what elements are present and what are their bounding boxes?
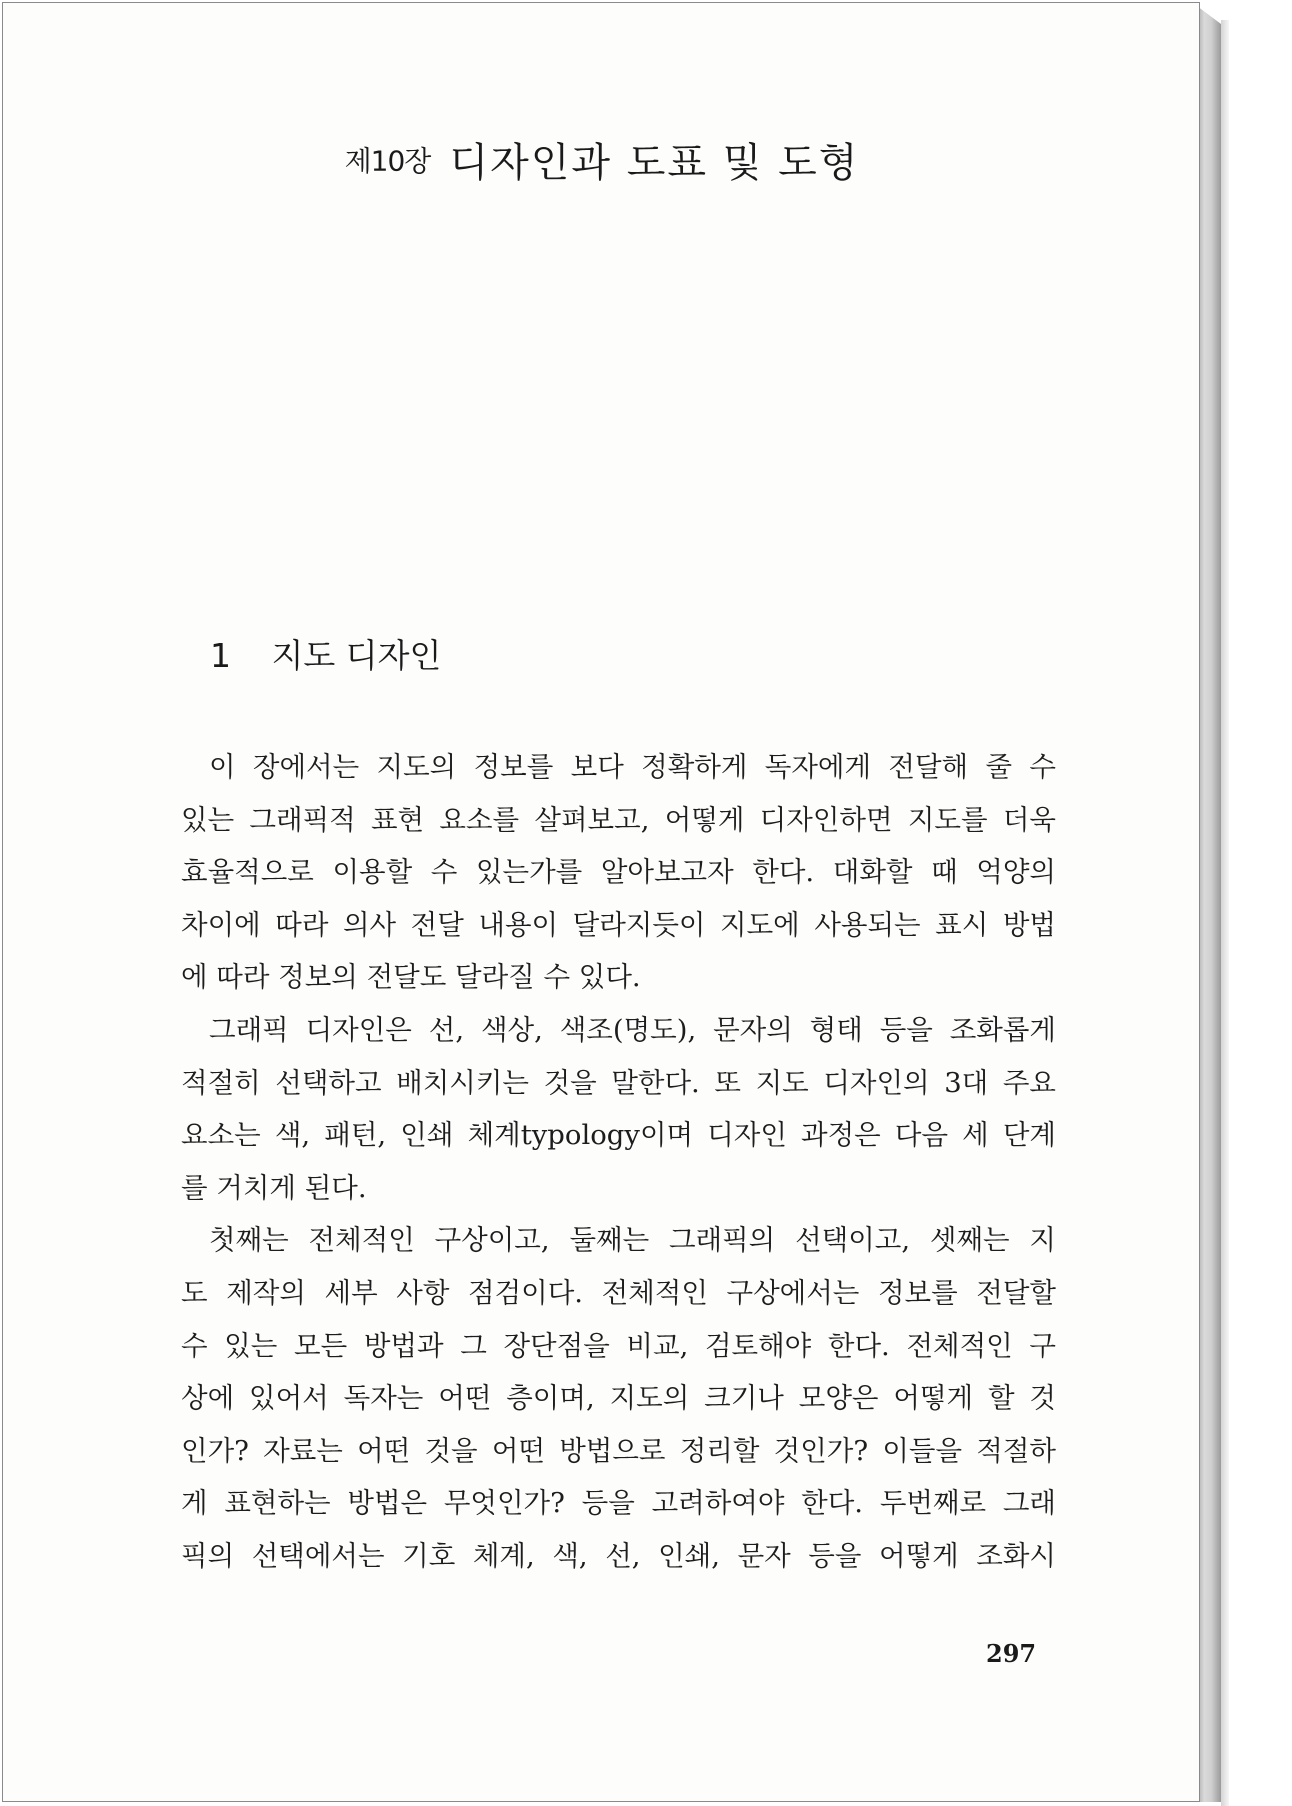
body-line: 있는 그래픽적 표현 요소를 살펴보고, 어떻게 디자인하면 지도를 더욱 — [181, 803, 1056, 836]
chapter-number: 제10장 — [344, 144, 431, 178]
body-line: 상에 있어서 독자는 어떤 층이며, 지도의 크기나 모양은 어떻게 할 것 — [181, 1382, 1056, 1415]
body-text — [181, 741, 1056, 1583]
body-line: 를 거치게 된다. — [181, 1171, 367, 1204]
section-title: 지도 디자인 — [271, 636, 442, 675]
body-line: 적절히 선택하고 배치시키는 것을 말한다. 또 지도 디자인의 3대 주요 — [181, 1066, 1056, 1099]
body-line: 도 제작의 세부 사항 점검이다. 전체적인 구상에서는 정보를 전달할 — [181, 1276, 1056, 1309]
body-line: 차이에 따라 의사 전달 내용이 달라지듯이 지도에 사용되는 표시 방법 — [181, 908, 1056, 941]
body-line: 인가? 자료는 어떤 것을 어떤 방법으로 정리할 것인가? 이들을 적절하 — [181, 1434, 1056, 1467]
body-line: 요소는 색, 패턴, 인쇄 체계typology이며 디자인 과정은 다음 세 단계 — [181, 1119, 1056, 1152]
book-page — [2, 2, 1200, 1802]
body-line: 에 따라 정보의 전달도 달라질 수 있다. — [181, 961, 641, 994]
chapter-title — [3, 131, 1201, 188]
body-line: 수 있는 모든 방법과 그 장단점을 비교, 검토해야 한다. 전체적인 구 — [181, 1329, 1056, 1362]
body-line: 이 장에서는 지도의 정보를 보다 정확하게 독자에게 전달해 줄 수 — [209, 751, 1056, 783]
body-line: 게 표현하는 방법은 무엇인가? 등을 고려하여야 한다. 두번째로 그래 — [181, 1487, 1056, 1520]
chapter-name: 디자인과 도표 및 도형 — [449, 140, 860, 186]
page-shadow — [1221, 20, 1229, 1806]
page-number: 297 — [986, 1639, 1037, 1668]
section-heading — [210, 630, 441, 677]
body-line: 첫째는 전체적인 구상이고, 둘째는 그래픽의 선택이고, 셋째는 지 — [209, 1224, 1056, 1257]
body-line: 픽의 선택에서는 기호 체계, 색, 선, 인쇄, 문자 등을 어떻게 조화시 — [181, 1539, 1056, 1572]
book-spine-edge — [1197, 6, 1221, 1802]
body-line: 효율적으로 이용할 수 있는가를 알아보고자 한다. 대화할 때 억양의 — [181, 856, 1056, 889]
body-line: 그래픽 디자인은 선, 색상, 색조(명도), 문자의 형태 등을 조화롭게 — [209, 1013, 1056, 1046]
section-number: 1 — [210, 636, 231, 675]
